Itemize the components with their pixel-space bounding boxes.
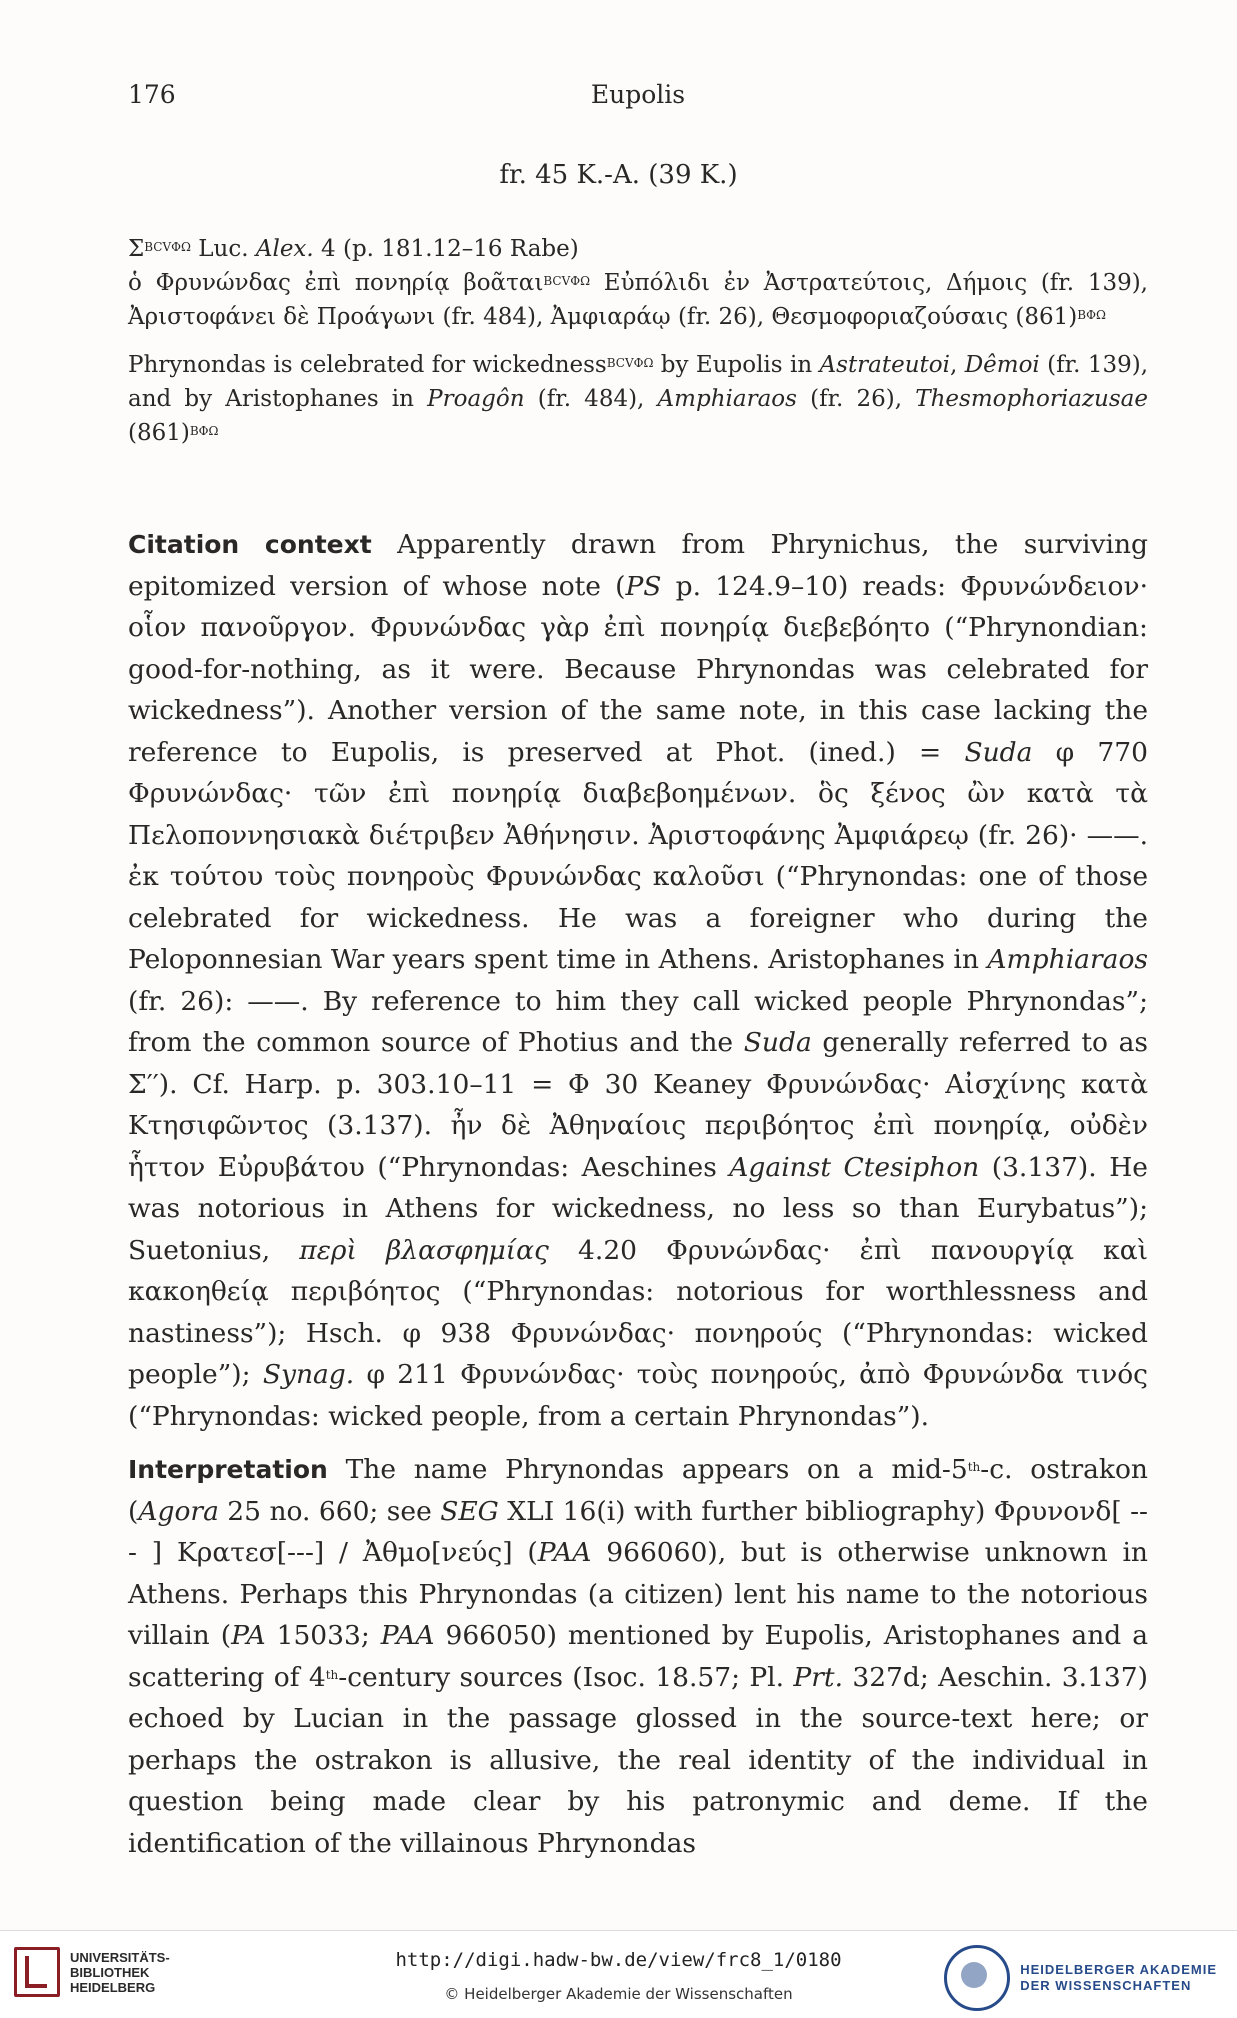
academy-seal-icon — [944, 1945, 1010, 2011]
source-reference: $\Sigma^{BCV\Phi\Omega}$ Luc. Alex. 4 (p. 181.12–16 Rabe) — [128, 236, 579, 262]
source-text — [128, 232, 1148, 450]
citation-context: Citation context Apparently drawn from Phrynichus, the surviving epitomized version of whose note (PS p. 124.9–10) reads: Φρυνώνδειον· οἷον πανοῦργον. Φρυνώνδας γὰρ ἐπὶ πονηρίᾳ διεβεβόητο (“Phrynondian: good-for-nothing, as it were. Because Phrynondas was celebrated for wickedness”). Another version of the same note, in this case lacking the reference to Eupolis, is preserved at Phot. (ined.) = Suda φ 770 Φρυνώνδας· τῶν ἐπὶ πονηρίᾳ διαβεβοημένων. ὃς ξένος ὢν κατὰ τὰ Πελοποννησιακὰ διέτριβεν Ἀθήνησιν. Ἀριστοφάνης Ἀμφιάρεῳ (fr. 26)· ——. ἐκ τούτου τοὺς πονηροὺς Φρυνώνδας καλοῦσι (“Phrynondas: one of those celebrated for wickedness. He was a foreigner who during the Peloponnesian War years spent time in Athens. Aristophanes in Amphiaraos (fr. 26): ——. By reference to him they call wicked people Phrynondas”; from the common source of Photius and the Suda generally referred to as Σ′′). Cf. Harp. p. 303.10–11 = Φ 30 Keaney Φρυνώνδας· Αἰσχίνης κατὰ Κτησιφῶντος (3.137). ἦν δὲ Ἀθηναίοις περιβόητος ἐπὶ πονηρίᾳ, οὐδὲν ἧττον Εὐρυβάτου (“Phrynondas: Aeschines Against Ctesiphon (3.137). He was notorious in Athens for wickedness, no less so than Eurybatus”); Suetonius, περὶ βλασφημίας 4.20 Φρυνώνδας· ἐπὶ πανουργίᾳ καὶ κακοηθείᾳ περιβόητος (“Phrynondas: notorious for worthlessness and nastiness”); Hsch. φ 938 Φρυνώνδας· πονηρούς (“Phrynondas: wicked people”); Synag. φ 211 Φρυνώνδας· τοὺς πονηρούς, ἀπὸ Φρυνώνδα τινός (“Phrynondas: wicked people, from a certain Phrynondas”). — [128, 529, 1149, 1432]
translation: Phrynondas is celebrated for wickedness$^{BCV\Phi\Omega}$ by Eupolis in Astrateutoi, Dêmoi (fr. 139), and by Aristophanes in Proagôn (fr. 484), Amphiaraos (fr. 26), Thesmophoriazusae $(861)^{B\Phi\Omega}$ — [128, 352, 1149, 446]
running-head: Eupolis — [590, 80, 686, 109]
section-label: Interpretation — [128, 1455, 328, 1484]
copyright-notice: © Heidelberger Akademie der Wissenschaften — [444, 1985, 793, 2003]
library-logo[interactable]: UNIVERSITÄTS- BIBLIOTHEK HEIDELBERG — [14, 1947, 170, 1997]
page-header — [128, 80, 1148, 120]
commentary — [128, 524, 1148, 1864]
greek-source: ὁ Φρυνώνδας ἐπὶ πονηρίᾳ βοᾶται$^{BCV\Phi\Omega}$ Εὐπόλιδι ἐν Ἀστρατεύτοις, Δήμοις (fr. 139), Ἀριστοφάνει δὲ Προάγωνι (fr. 484), Ἀμφιαράῳ (fr. 26), Θεσμοφοριαζούσαις $(861)^{B\Phi\Omega}$ — [128, 270, 1148, 330]
fragment-title: fr. 45 K.-A. (39 K.) — [499, 160, 738, 190]
section-label: Citation context — [128, 530, 372, 559]
page-number: 176 — [128, 80, 176, 109]
interpretation: Interpretation The name Phrynondas appears on a mid-5th-c. ostrakon (Agora 25 no. 660; see SEG XLI 16(i) with further bibliography) Φρυνονδ[ --- ] Κρατεσ[---] / Ἀθμο[νεύς] (PAA 966060), but is otherwise unknown in Athens. Perhaps this Phrynondas (a citizen) lent his name to the notorious villain (PA 15033; PAA 966050) mentioned by Eupolis, Aristophanes and a scattering of 4th-century sources (Isoc. 18.57; Pl. Prt. 327d; Aeschin. 3.137) echoed by Lucian in the passage glossed in the source-text here; or perhaps the ostrakon is allusive, the real identity of the individual in question being made clear by his patronymic and deme. If the identification of the villainous Phrynondas — [128, 1454, 1149, 1859]
footer-bar — [0, 1930, 1237, 2018]
page-url-link[interactable]: http://digi.hadw-bw.de/view/frc8_1/0180 — [395, 1949, 842, 1971]
academy-logo[interactable]: HEIDELBERGER AKADEMIE DER WISSENSCHAFTEN — [944, 1945, 1217, 2011]
